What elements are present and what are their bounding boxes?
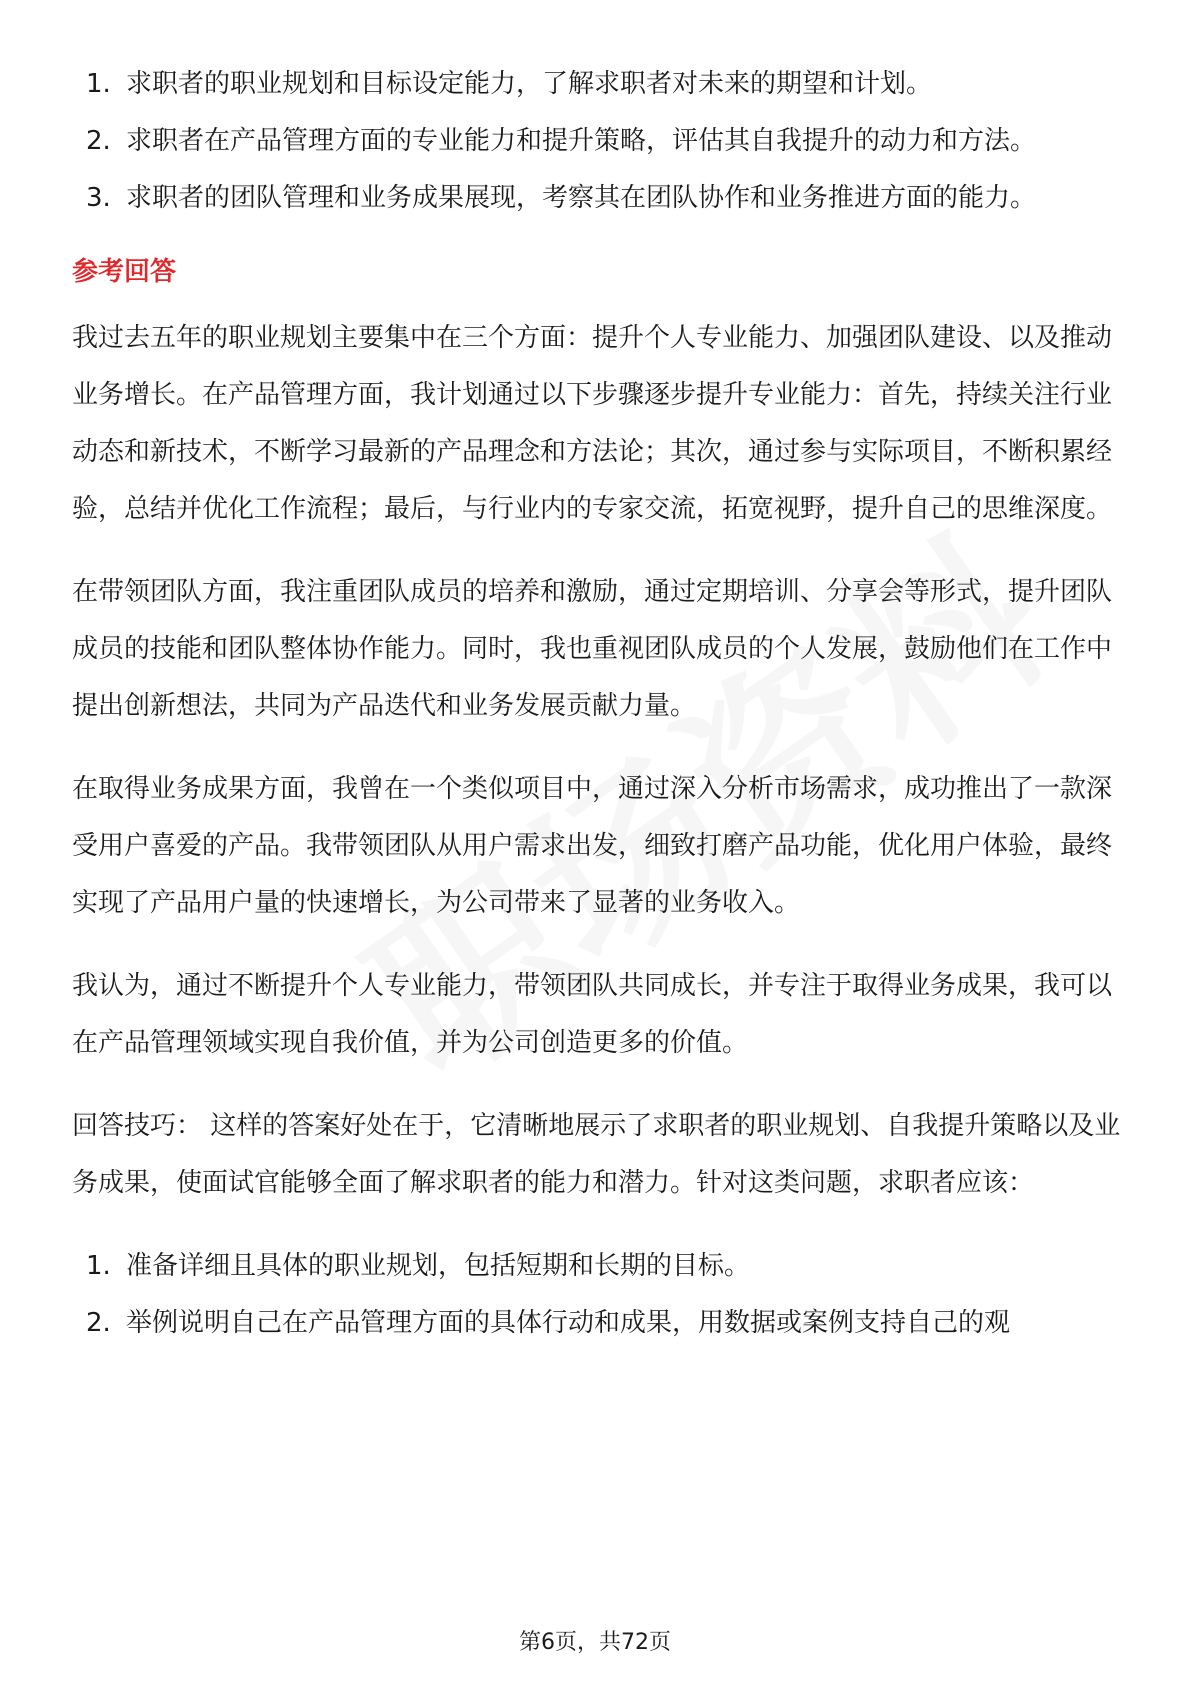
page-content	[72, 56, 1122, 1352]
advice-list	[72, 1238, 1122, 1352]
section-heading: 参考回答	[72, 257, 177, 287]
answer-paragraph: 我过去五年的职业规划主要集中在三个方面：提升个人专业能力、加强团队建设、以及推动业务增长。在产品管理方面，我计划通过以下步骤逐步提升专业能力：首先，持续关注行业动态和新技术，不断学习最新的产品理念和方法论；其次，通过参与实际项目，不断积累经验，总结并优化工作流程；最后，与行业内的专家交流，拓宽视野，提升自己的思维深度。	[72, 323, 1113, 524]
list-item-text: 求职者的职业规划和目标设定能力，了解求职者对未来的期望和计划。	[126, 69, 933, 99]
answer-tips-paragraph: 回答技巧： 这样的答案好处在于，它清晰地展示了求职者的职业规划、自我提升策略以及业务成果，使面试官能够全面了解求职者的能力和潜力。针对这类问题，求职者应该：	[72, 1111, 1121, 1198]
list-item-text: 举例说明自己在产品管理方面的具体行动和成果，用数据或案例支持自己的观	[126, 1308, 1011, 1338]
evaluation-points-list	[72, 56, 1122, 227]
list-item-text: 求职者的团队管理和业务成果展现，考察其在团队协作和业务推进方面的能力。	[126, 183, 1037, 213]
list-item-number: 2.	[86, 1308, 111, 1338]
answer-paragraph: 我认为，通过不断提升个人专业能力，带领团队共同成长，并专注于取得业务成果，我可以在产品管理领域实现自我价值，并为公司创造更多的价值。	[72, 971, 1113, 1058]
list-item	[72, 1295, 1122, 1352]
page-number-footer: 第6页，共72页	[519, 1630, 671, 1655]
list-item	[72, 170, 1122, 227]
list-item-text: 求职者在产品管理方面的专业能力和提升策略，评估其自我提升的动力和方法。	[126, 126, 1037, 156]
list-item	[72, 56, 1122, 113]
list-item-number: 1.	[86, 69, 111, 99]
answer-paragraph: 在取得业务成果方面，我曾在一个类似项目中，通过深入分析市场需求，成功推出了一款深受用户喜爱的产品。我带领团队从用户需求出发，细致打磨产品功能，优化用户体验，最终实现了产品用户量的快速增长，为公司带来了显著的业务收入。	[72, 774, 1113, 918]
list-item-text: 准备详细且具体的职业规划，包括短期和长期的目标。	[126, 1251, 751, 1281]
list-item	[72, 1238, 1122, 1295]
list-item-number: 2.	[86, 126, 111, 156]
list-item	[72, 113, 1122, 170]
answer-paragraph: 在带领团队方面，我注重团队成员的培养和激励，通过定期培训、分享会等形式，提升团队成员的技能和团队整体协作能力。同时，我也重视团队成员的个人发展，鼓励他们在工作中提出创新想法，共同为产品迭代和业务发展贡献力量。	[72, 577, 1113, 721]
list-item-number: 3.	[86, 183, 111, 213]
list-item-number: 1.	[86, 1251, 111, 1281]
